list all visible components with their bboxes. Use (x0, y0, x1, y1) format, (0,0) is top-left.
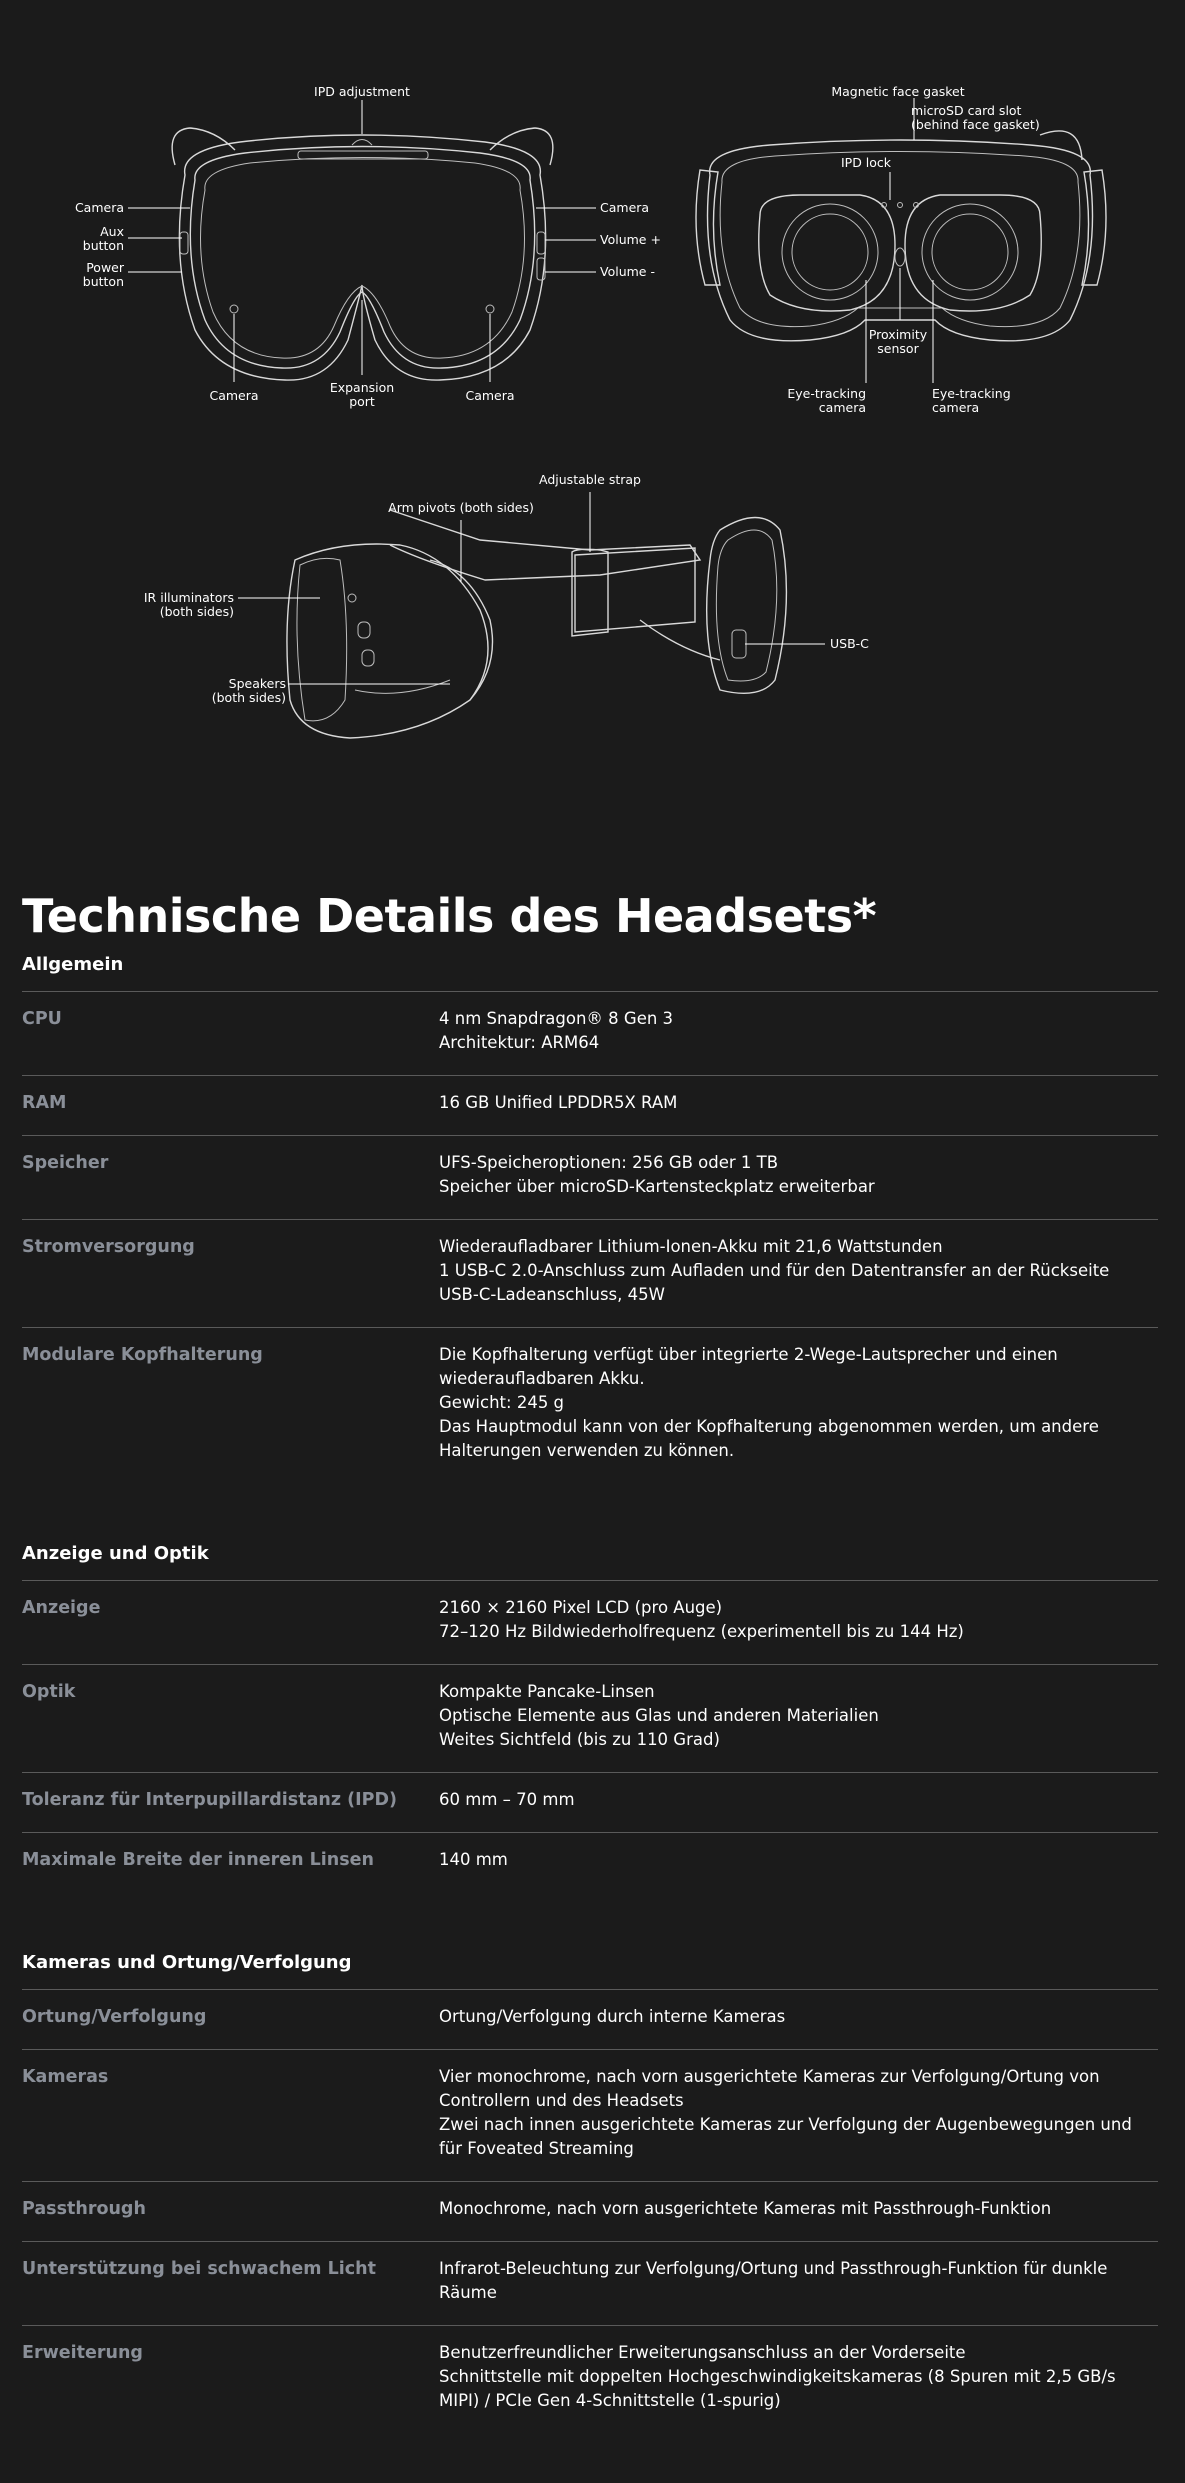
spec-line: Zwei nach innen ausgerichtete Kameras zur Verfolgung der Augenbewegungen und für Foveated Streaming (439, 2115, 1132, 2158)
spec-value (439, 1151, 1158, 1199)
label-aux-1: Aux (100, 224, 124, 239)
spec-line: UFS-Speicheroptionen: 256 GB oder 1 TB (439, 1153, 779, 1172)
spec-key: Kameras (22, 2067, 109, 2087)
spec-value (439, 1596, 1158, 1644)
spec-line: Schnittstelle mit doppelten Hochgeschwindigkeitskameras (8 Spuren mit 2,5 GB/s MIPI) / PCIe Gen 4-Schnittstelle (1-spurig) (439, 2367, 1116, 2410)
label-eye-right-1: Eye-tracking (932, 386, 1011, 401)
label-ipd-lock: IPD lock (840, 155, 892, 170)
spec-value (439, 1680, 1158, 1752)
spec-line: Optische Elemente aus Glas und anderen Materialien (439, 1706, 879, 1725)
label-ipd-adjustment: IPD adjustment (314, 84, 410, 99)
label-eye-left-2: camera (818, 400, 866, 415)
spec-row-optics (22, 1665, 1158, 1773)
spec-line: Infrarot-Beleuchtung zur Verfolgung/Ortung und Passthrough-Funktion für dunkle Räume (439, 2259, 1108, 2302)
spec-key: CPU (22, 1009, 62, 1029)
spec-row-cameras (22, 2050, 1158, 2182)
label-camera-left: Camera (74, 200, 124, 215)
spec-line: Speicher über microSD-Kartensteckplatz erweiterbar (439, 1177, 875, 1196)
label-camera-bottom-right: Camera (465, 388, 515, 403)
spec-line: Ortung/Verfolgung durch interne Kameras (439, 2007, 786, 2026)
spec-key: Modulare Kopfhalterung (22, 1345, 263, 1365)
spec-key: Optik (22, 1682, 76, 1702)
spec-key: Stromversorgung (22, 1237, 195, 1257)
spec-value (439, 2341, 1158, 2413)
section-title: Kameras und Ortung/Verfolgung (22, 1942, 1158, 1990)
section-cameras-tracking (22, 1942, 1158, 2433)
spec-row-low-light (22, 2242, 1158, 2326)
spec-row-display (22, 1581, 1158, 1665)
spec-line: Monochrome, nach vorn ausgerichtete Kameras mit Passthrough-Funktion (439, 2199, 1052, 2218)
spec-row-cpu (22, 992, 1158, 1076)
label-speakers-2: (both sides) (211, 690, 286, 705)
label-usbc: USB-C (830, 636, 869, 651)
label-camera-bottom-left: Camera (209, 388, 259, 403)
spec-line: Das Hauptmodul kann von der Kopfhalterung abgenommen werden, um andere Halterungen verwenden zu können. (439, 1417, 1099, 1460)
label-ir-2: (both sides) (159, 604, 234, 619)
spec-line: 4 nm Snapdragon® 8 Gen 3 (439, 1009, 674, 1028)
spec-key: Ortung/Verfolgung (22, 2007, 207, 2027)
spec-line: Gewicht: 245 g (439, 1393, 565, 1412)
spec-row-ipd (22, 1773, 1158, 1833)
section-title: Anzeige und Optik (22, 1533, 1158, 1581)
spec-line: Kompakte Pancake-Linsen (439, 1682, 655, 1701)
side-view (238, 492, 825, 738)
spec-key: Passthrough (22, 2199, 146, 2219)
label-expansion-2: port (349, 394, 375, 409)
spec-row-storage (22, 1136, 1158, 1220)
spec-value (439, 1848, 1158, 1872)
label-eye-left-1: Eye-tracking (787, 386, 866, 401)
label-ir-1: IR illuminators (143, 590, 234, 605)
label-microsd-2: (behind face gasket) (911, 117, 1040, 132)
spec-row-ram (22, 1076, 1158, 1136)
spec-value (439, 2065, 1158, 2161)
spec-value (439, 2005, 1158, 2029)
spec-row-head-strap (22, 1328, 1158, 1483)
label-power-2: button (82, 274, 124, 289)
label-arm-pivots: Arm pivots (both sides) (388, 500, 534, 515)
spec-value (439, 1235, 1158, 1307)
spec-line: Wiederaufladbarer Lithium-Ionen-Akku mit 21,6 Wattstunden (439, 1237, 943, 1256)
spec-line: Weites Sichtfeld (bis zu 110 Grad) (439, 1730, 720, 1749)
spec-value (439, 2257, 1158, 2305)
spec-line: USB-C-Ladeanschluss, 45W (439, 1285, 665, 1304)
section-title: Allgemein (22, 944, 1158, 992)
spec-row-expansion (22, 2326, 1158, 2433)
headset-illustration (0, 0, 1185, 760)
section-general (22, 944, 1158, 1483)
label-speakers-1: Speakers (228, 676, 286, 691)
spec-line: Architektur: ARM64 (439, 1033, 600, 1052)
label-adjustable-strap: Adjustable strap (539, 472, 641, 487)
spec-line: 2160 × 2160 Pixel LCD (pro Auge) (439, 1598, 723, 1617)
spec-key: Erweiterung (22, 2343, 143, 2363)
spec-line: Vier monochrome, nach vorn ausgerichtete Kameras zur Verfolgung/Ortung von Controllern und des Headsets (439, 2067, 1100, 2110)
spec-key: RAM (22, 1093, 67, 1113)
spec-line: 60 mm – 70 mm (439, 1790, 575, 1809)
spec-key: Speicher (22, 1153, 109, 1173)
front-view (128, 100, 596, 382)
spec-value (439, 1007, 1158, 1055)
label-volume-plus: Volume + (600, 232, 661, 247)
label-camera-right: Camera (600, 200, 650, 215)
section-display-optics (22, 1533, 1158, 1892)
page-title: Technische Details des Headsets* (22, 889, 877, 943)
spec-line: 1 USB-C 2.0-Anschluss zum Aufladen und für den Datentransfer an der Rückseite (439, 1261, 1110, 1280)
spec-row-passthrough (22, 2182, 1158, 2242)
label-microsd-1: microSD card slot (911, 103, 1022, 118)
label-expansion-1: Expansion (329, 380, 395, 395)
spec-key: Maximale Breite der inneren Linsen (22, 1850, 374, 1870)
spec-row-lens-width (22, 1833, 1158, 1892)
spec-row-tracking (22, 1990, 1158, 2050)
label-aux-2: button (82, 238, 124, 253)
spec-value (439, 1091, 1158, 1115)
label-proximity-1: Proximity (868, 327, 928, 342)
spec-key: Anzeige (22, 1598, 101, 1618)
label-proximity-2: sensor (877, 341, 919, 356)
spec-line: 72–120 Hz Bildwiederholfrequenz (experimentell bis zu 144 Hz) (439, 1622, 964, 1641)
headset-diagrams (0, 0, 1185, 760)
label-power-1: Power (86, 260, 124, 275)
spec-key: Unterstützung bei schwachem Licht (22, 2259, 376, 2279)
spec-line: Benutzerfreundlicher Erweiterungsanschluss an der Vorderseite (439, 2343, 966, 2362)
spec-row-power (22, 1220, 1158, 1328)
spec-value (439, 1788, 1158, 1812)
label-magnetic-gasket: Magnetic face gasket (831, 84, 965, 99)
spec-line: Die Kopfhalterung verfügt über integrierte 2-Wege-Lautsprecher und einen wiederaufladbaren Akku. (439, 1345, 1058, 1388)
spec-value (439, 1343, 1158, 1463)
spec-line: 16 GB Unified LPDDR5X RAM (439, 1093, 678, 1112)
spec-line: 140 mm (439, 1850, 508, 1869)
spec-sheet (22, 888, 1158, 2483)
label-volume-minus: Volume - (600, 264, 655, 279)
spec-key: Toleranz für Interpupillardistanz (IPD) (22, 1790, 397, 1810)
spec-value (439, 2197, 1158, 2221)
label-eye-right-2: camera (932, 400, 980, 415)
